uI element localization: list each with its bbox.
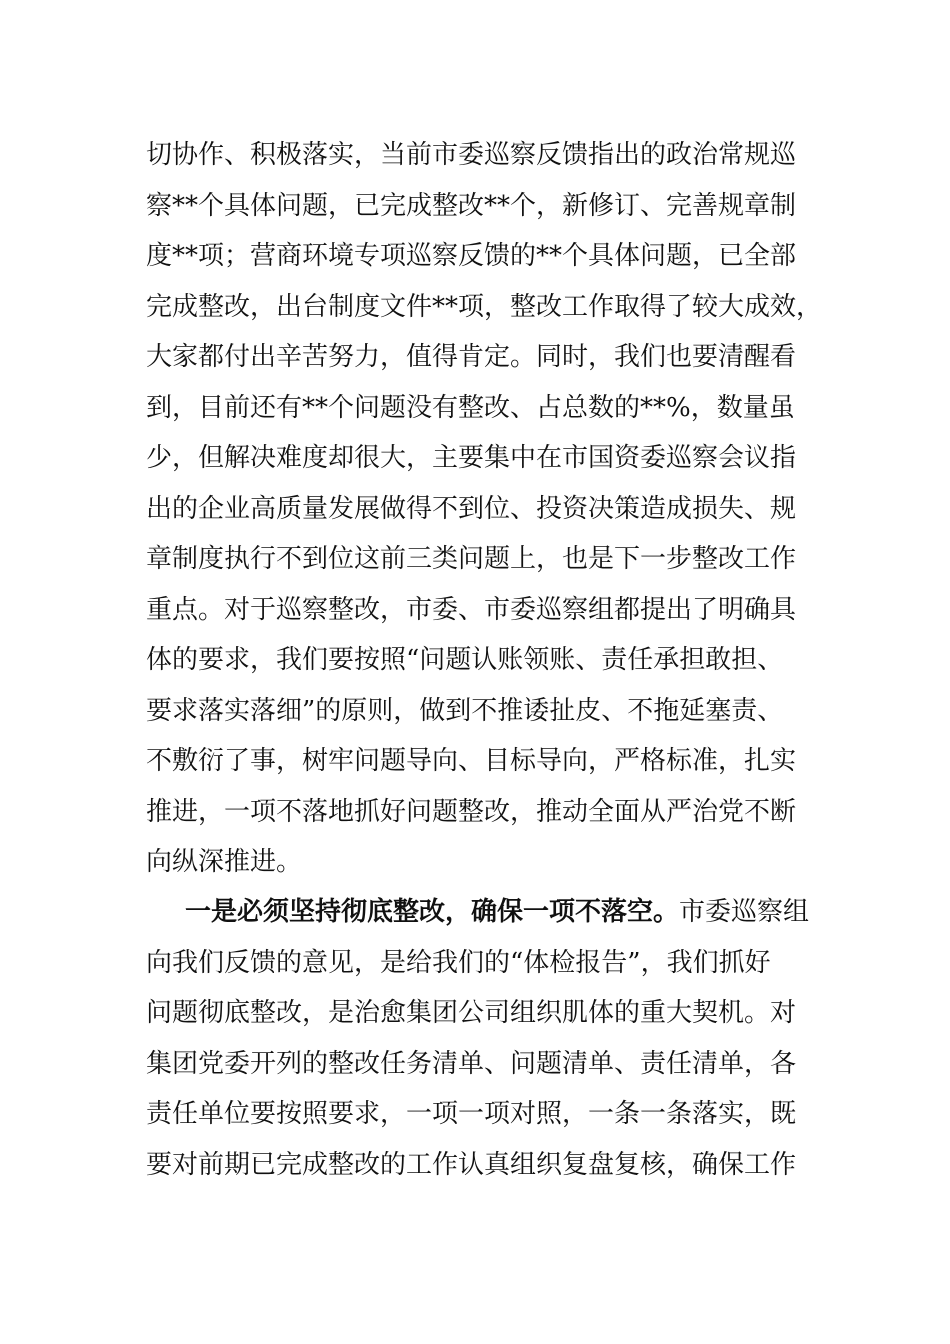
paragraph-line: 要求落实落细”的原则，做到不推诿扯皮、不拖延塞责、 xyxy=(146,695,784,726)
paragraph-line: 到，目前还有**个问题没有整改、占总数的**%，数量虽 xyxy=(146,392,795,423)
paragraph-line: 要对前期已完成整改的工作认真组织复盘复核，确保工作 xyxy=(146,1149,797,1180)
paragraph-line: 向纵深推进。 xyxy=(146,847,303,877)
bold-lead-heading: 一是必须坚持彻底整改，确保一项不落空。 xyxy=(185,897,680,927)
paragraph-line: 向我们反馈的意见，是给我们的“体检报告”，我们抓好 xyxy=(146,947,771,978)
lead-continuation: 市委巡察组 xyxy=(679,897,810,927)
paragraph-line: 完成整改，出台制度文件**项，整改工作取得了较大成效， xyxy=(146,291,823,322)
paragraph-first-line xyxy=(146,887,826,938)
paragraph-line: 推进，一项不落地抓好问题整改，推动全面从严治党不断 xyxy=(146,796,797,827)
paragraph-line: 切协作、积极落实，当前市委巡察反馈指出的政治常规巡 xyxy=(146,140,797,170)
paragraph-line: 度**项；营商环境专项巡察反馈的**个具体问题，已全部 xyxy=(146,241,797,271)
paragraph-line: 大家都付出辛苦努力，值得肯定。同时，我们也要清醒看 xyxy=(146,342,797,372)
paragraph-line: 问题彻底整改，是治愈集团公司组织肌体的重大契机。对 xyxy=(146,998,797,1028)
paragraph-line: 集团党委开列的整改任务清单、问题清单、责任清单，各 xyxy=(146,1048,797,1079)
paragraph-line: 不敷衍了事，树牢问题导向、目标导向，严格标准，扎实 xyxy=(146,746,797,776)
paragraph-line: 体的要求，我们要按照“问题认账领账、责任承担敢担、 xyxy=(146,645,784,675)
paragraph-line: 少，但解决难度却很大，主要集中在市国资委巡察会议指 xyxy=(146,443,797,473)
paragraph-line: 责任单位要按照要求，一项一项对照，一条一条落实，既 xyxy=(146,1099,797,1129)
paragraph-line: 察**个具体问题，已完成整改**个，新修订、完善规章制 xyxy=(146,190,797,221)
paragraph-2 xyxy=(146,887,826,1190)
paragraph-1 xyxy=(146,130,826,888)
paragraph-line: 重点。对于巡察整改，市委、市委巡察组都提出了明确具 xyxy=(146,594,797,625)
paragraph-line: 章制度执行不到位这前三类问题上，也是下一步整改工作 xyxy=(146,544,797,574)
paragraph-line: 出的企业高质量发展做得不到位、投资决策造成损失、规 xyxy=(146,493,797,524)
